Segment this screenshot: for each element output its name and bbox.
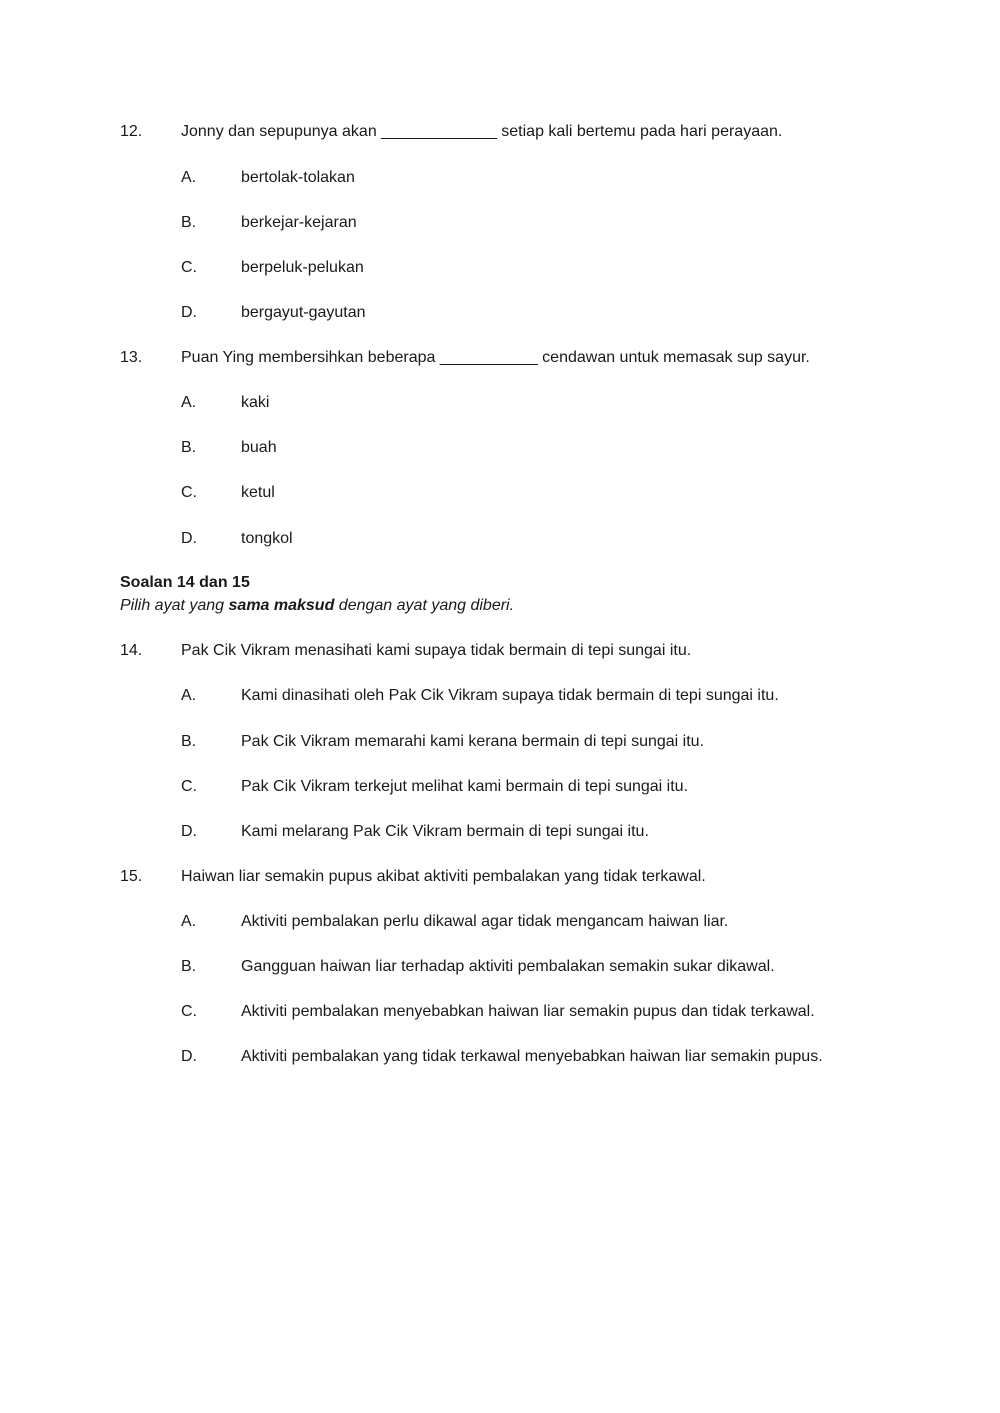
instruction-text: Pilih ayat yang	[120, 597, 229, 614]
question-number: 12.	[120, 123, 143, 140]
option-text: berpeluk-pelukan	[241, 259, 364, 276]
option-text: buah	[241, 439, 277, 456]
instruction-emphasis: sama maksud	[228, 597, 335, 614]
question-text: Pak Cik Vikram menasihati kami supaya tidak bermain di tepi sungai itu.	[181, 642, 692, 659]
option-letter: A.	[181, 169, 197, 186]
question-text: Haiwan liar semakin pupus akibat aktiviti pembalakan yang tidak terkawal.	[181, 868, 706, 885]
question-text: Puan Ying membersihkan beberapa ___________ cendawan untuk memasak sup sayur.	[181, 349, 810, 366]
option-text: tongkol	[241, 530, 293, 547]
option-text: Aktiviti pembalakan yang tidak terkawal menyebabkan haiwan liar semakin pupus.	[241, 1048, 823, 1065]
option-letter: D.	[181, 530, 197, 547]
section-instruction	[120, 596, 514, 616]
option-letter: C.	[181, 1003, 197, 1020]
question-number: 13.	[120, 349, 143, 366]
option-letter: C.	[181, 484, 197, 501]
option-text: Kami dinasihati oleh Pak Cik Vikram supaya tidak bermain di tepi sungai itu.	[241, 687, 779, 704]
option-text: bergayut-gayutan	[241, 304, 366, 321]
option-text: bertolak-tolakan	[241, 169, 355, 186]
option-letter: A.	[181, 913, 197, 930]
option-letter: B.	[181, 439, 197, 456]
option-text: Aktiviti pembalakan menyebabkan haiwan liar semakin pupus dan tidak terkawal.	[241, 1003, 815, 1020]
option-text: ketul	[241, 484, 275, 501]
option-text: berkejar-kejaran	[241, 214, 357, 231]
question-text: Jonny dan sepupunya akan _____________ setiap kali bertemu pada hari perayaan.	[181, 123, 783, 140]
section-heading: Soalan 14 dan 15	[120, 574, 250, 591]
option-letter: B.	[181, 214, 197, 231]
option-letter: C.	[181, 259, 197, 276]
option-letter: C.	[181, 778, 197, 795]
option-letter: D.	[181, 823, 197, 840]
option-text: Kami melarang Pak Cik Vikram bermain di tepi sungai itu.	[241, 823, 649, 840]
option-letter: D.	[181, 1048, 197, 1065]
option-text: Gangguan haiwan liar terhadap aktiviti pembalakan semakin sukar dikawal.	[241, 958, 775, 975]
option-text: Pak Cik Vikram memarahi kami kerana bermain di tepi sungai itu.	[241, 733, 705, 750]
instruction-text: dengan ayat yang diberi.	[334, 597, 515, 614]
option-letter: B.	[181, 958, 197, 975]
option-letter: A.	[181, 394, 197, 411]
question-number: 15.	[120, 868, 143, 885]
question-number: 14.	[120, 642, 143, 659]
option-letter: A.	[181, 687, 197, 704]
option-text: Pak Cik Vikram terkejut melihat kami bermain di tepi sungai itu.	[241, 778, 688, 795]
option-letter: B.	[181, 733, 197, 750]
option-text: Aktiviti pembalakan perlu dikawal agar tidak mengancam haiwan liar.	[241, 913, 729, 930]
option-letter: D.	[181, 304, 197, 321]
option-text: kaki	[241, 394, 270, 411]
